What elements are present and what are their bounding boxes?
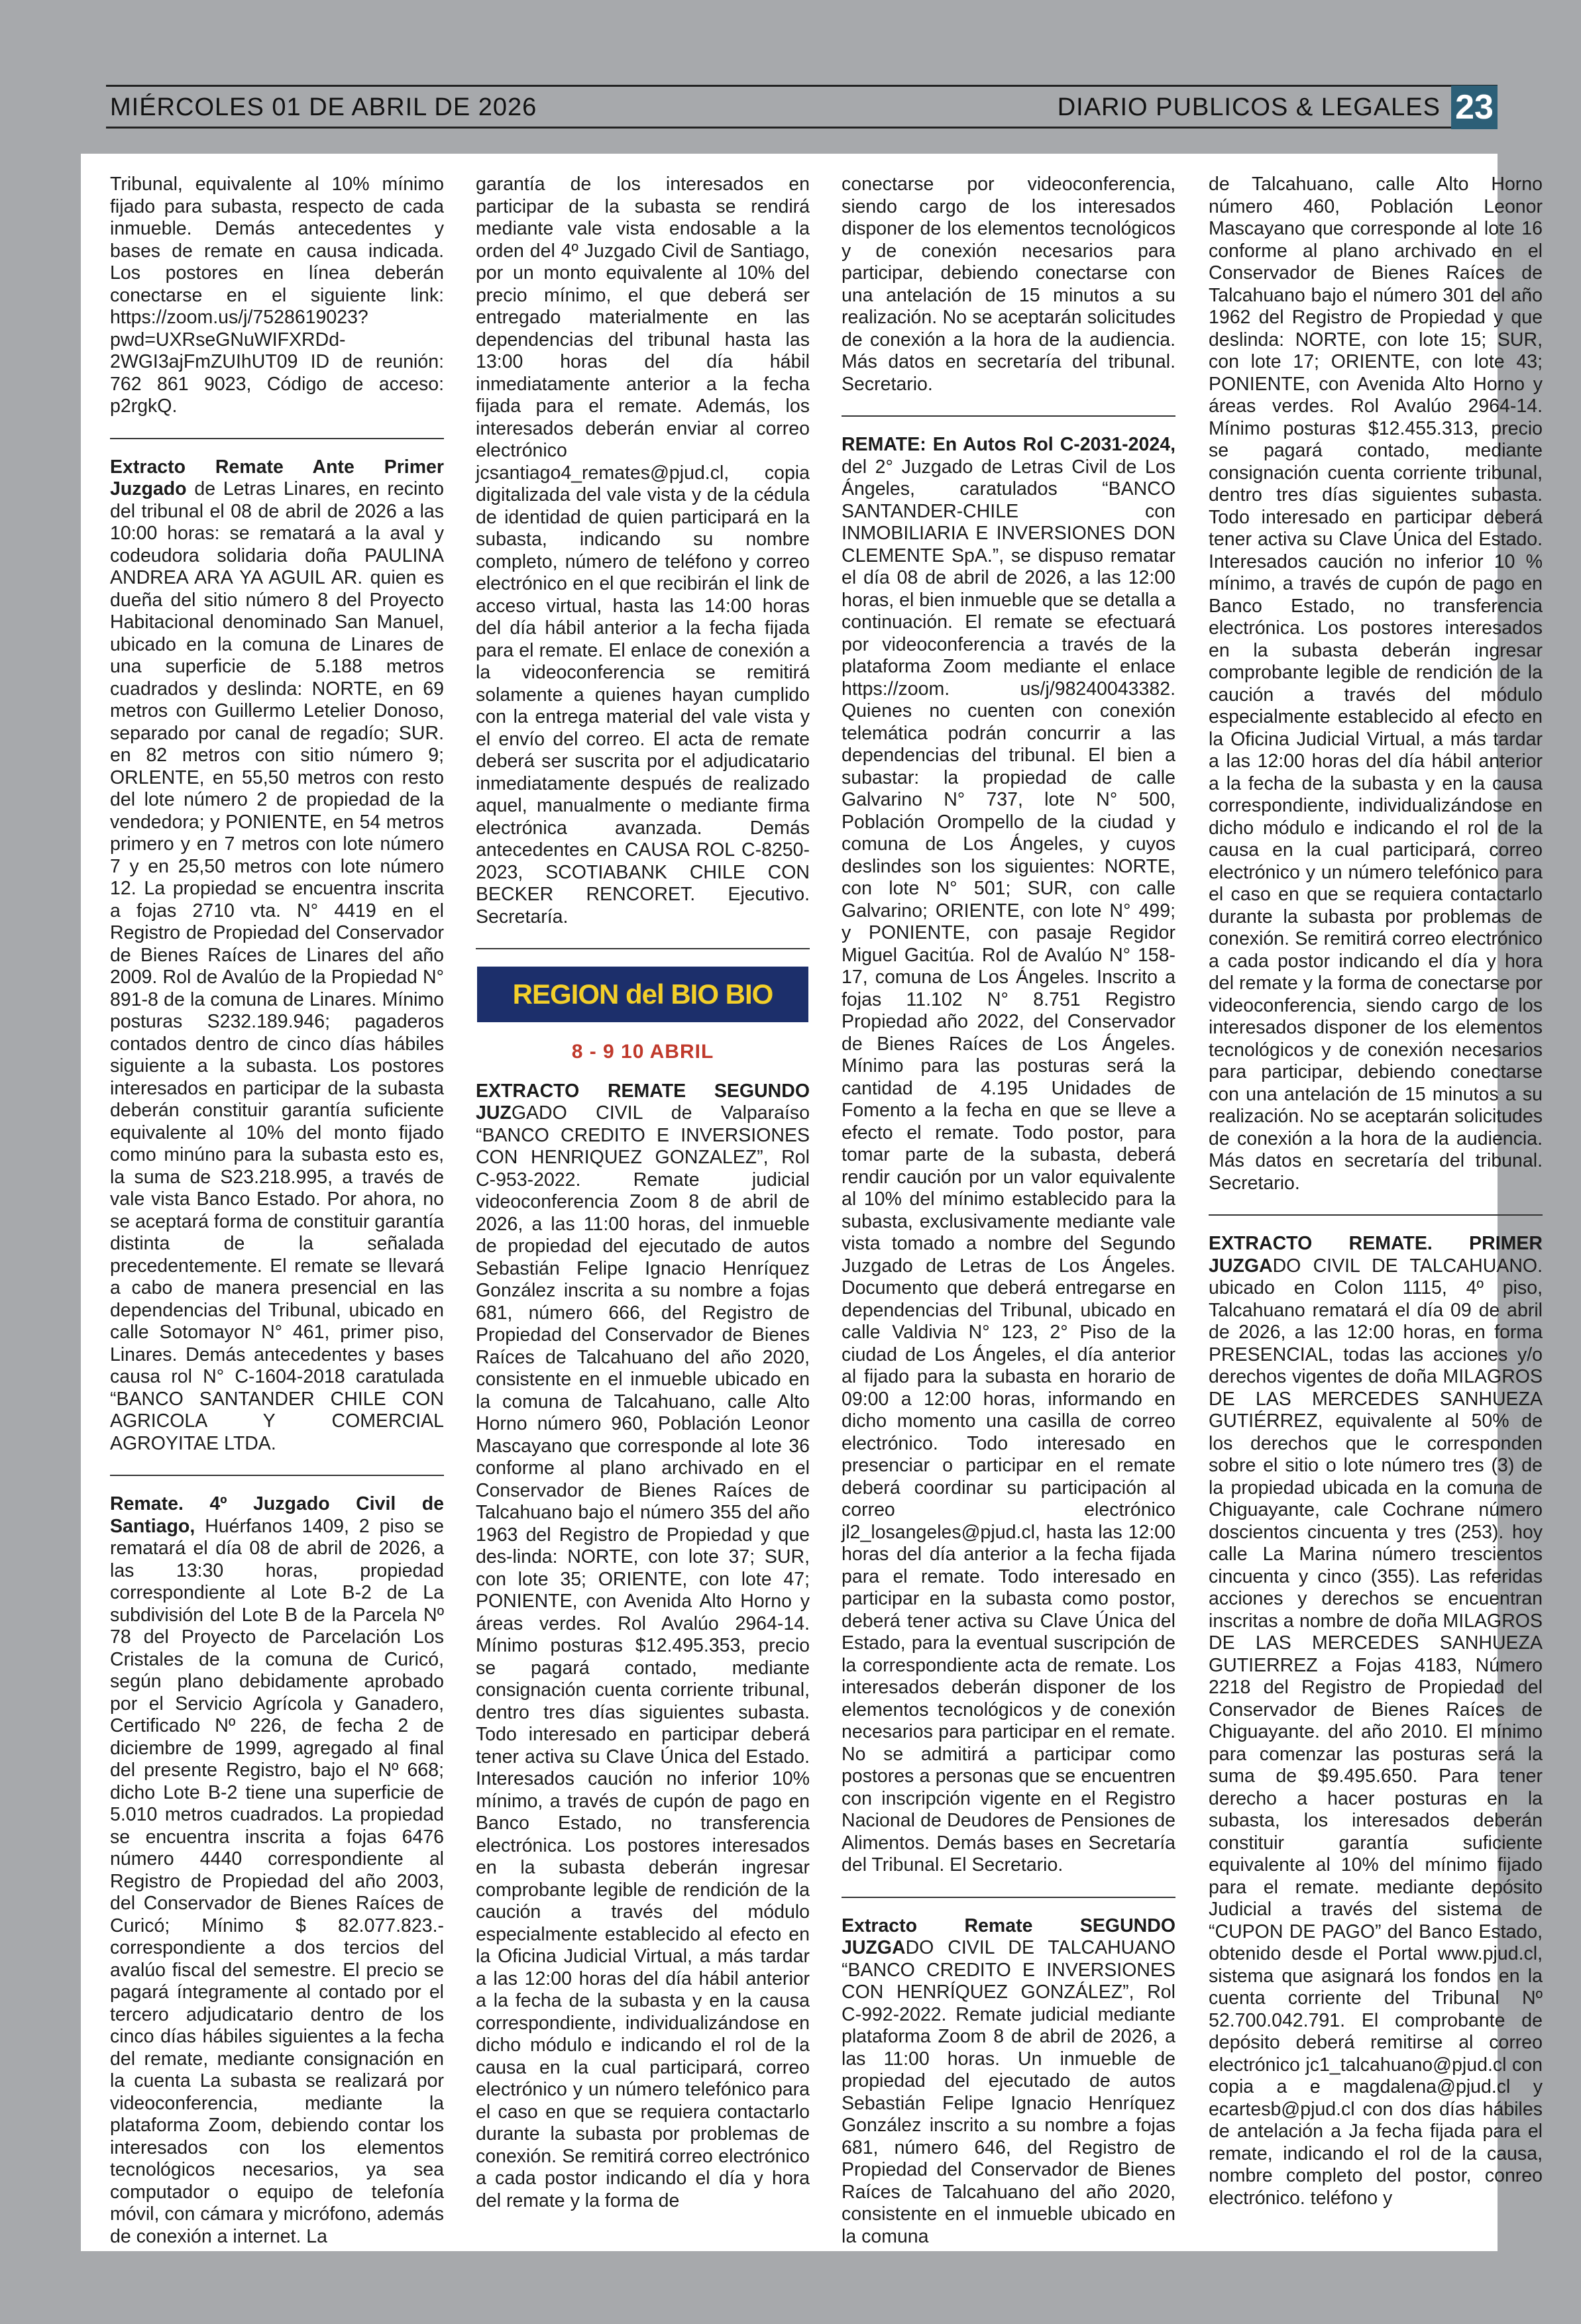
column-4 (1209, 174, 1543, 2234)
notice-heading: EXTRACTO REMATE. PRIMER JUZGA (1209, 1233, 1543, 1277)
notice-separator (110, 438, 444, 439)
column-3 (842, 174, 1175, 2247)
notice-heading: Remate. 4º Juzgado Civil de Santiago, (110, 1493, 444, 1537)
notice-heading: Extracto Remate SEGUNDO JUZGA (842, 1915, 1175, 1958)
notice-paragraph: Tribunal, equivalente al 10% mínimo fijado para subasta, respecto de cada inmueble. Demás antecedentes y bases de remate en causa indicada. Los postores en línea deberán conectarse en el siguiente link: https://zoom.us/j/7528619023?pwd=UXRseGNuWIFXRDd-2WGI3ajFmZUIhUT09 ID de reunión: 762 861 9023, Código de acceso: p2rgkQ. (110, 174, 444, 417)
page-number: 23 (1451, 85, 1498, 129)
notice-separator (842, 415, 1175, 417)
notice-body: DO CIVIL DE TALCAHUANO “BANCO CREDITO E INVERSIONES CON HENRÍQUEZ GONZÁLEZ”, Rol C-992-2022. Remate judicial mediante plataforma Zoom 8 de abril de 2026, a las 11:00 horas. Un inmueble de propiedad del ejecutado de autos Sebastián Felipe Ignacio Henríquez González inscrito a su nombre a fojas 681, número 646, del Registro de Propiedad del Conservador de Bienes Raíces de Talcahuano del año 2020, consistente en el inmueble ubicado en la comuna (842, 1937, 1175, 2247)
notice-body: del 2° Juzgado de Letras Civil de Los Ángeles, caratulados “BANCO SANTANDER-CHILE con INMOBILIARIA E INVERSIONES DON CLEMENTE SpA.”, se dispuso rematar el día 08 de abril de 2026, a las 12:00 horas, el bien inmueble que se detalla a continuación. El remate se efectuará por videoconferencia a través de la plataforma Zoom mediante el enlace https://zoom. us/j/98240043382. Quienes no cuenten con conexión telemática podrán concurrir a las dependencias del tribunal. El bien a subastar: la propiedad de calle Galvarino N° 737, lote N° 500, Población Orompello de la ciudad y comuna de Los Ángeles, y cuyos deslindes son los siguientes: NORTE, con lote N° 501; SUR, con calle Galvarino; ORIENTE, con lote N° 499; y PONIENTE, con pasaje Regidor Miguel Gacitúa. Rol de Avalúo N° 158-17, comuna de Los Ángeles. Inscrito a fojas 11.102 N° 8.751 Registro Propiedad año 2022, del Conservador de Bienes Raíces de Los Ángeles. Mínimo para las posturas será la cantidad de 4.195 Unidades de Fomento a la fecha en que se lleve a efecto el remate. Todo postor, para tomar parte de la subasta, deberá rendir caución por un valor equivalente al 10% del mínimo establecido para la subasta, exclusivamente mediante vale vista tomado a nombre del Segundo Juzgado de Letras de Los Ángeles. Documento que deberá entregarse en dependencias del Tribunal, ubicado en calle Valdivia N° 123, 2° Piso de la ciudad de Los Ángeles, el día anterior al fijado para la subasta en horario de 09:00 a 12:00 horas, informando en dicho momento una casilla de correo electrónico. Todo interesado en presenciar o participar en el remate deberá coordinar su participación al correo electrónico jl2_losangeles@pjud.cl, hasta las 12:00 horas del día anterior a la fecha fijada para el remate. Todo interesado en participar en la subasta como postor, deberá tener activa su Clave Única del Estado, para la eventual suscripción de la correspondiente acta de remate. Los interesados deberán disponer de los elementos tecnológicos y de conexión necesarios para participar en el remate. No se admitirá a participar como postores a personas que se encuentren con inscripción vigente en el Registro Nacional de Deudores de Pensiones de Alimentos. Demás bases en Secretaría del Tribunal. El Secretario. (842, 456, 1175, 1875)
notice-linares (110, 456, 444, 1455)
notice-body: GADO CIVIL de Valparaíso “BANCO CREDITO E INVERSIONES CON HENRIQUEZ GONZALEZ”, Rol C-953-2022. Remate judicial videoconferencia Zoom 8 de abril de 2026, a las 11:00 horas, del inmueble de propiedad del ejecutado de autos Sebastián Felipe Ignacio Henríquez González inscrita a su nombre a fojas 681, número 666, del Registro de Propiedad del Conservador de Bienes Raíces de Talcahuano del año 2020, consistente en el inmueble ubicado en la comuna de Talcahuano, calle Alto Horno número 960, Población Leonor Mascayano que corresponde al lote 36 conforme al plano archivado en el Conservador de Bienes Raíces de Talcahuano bajo el número 355 del año 1963 del Registro de Propiedad y que des-linda: NORTE, con lote 37; SUR, con lote 35; ORIENTE, con lote 47; PONIENTE, con Avenida Alto Horno y áreas verdes. Rol Avalúo 2964-14. Mínimo posturas $12.495.353, precio se pagará contado, mediante consignación cuenta corriente tribunal, dentro tres días siguientes subasta. Todo interesado en participar deberá tener activa su Clave Única del Estado. Interesados caución no inferior 10% mínimo, a través de cupón de pago en Banco Estado, no transferencia electrónica. Los postores interesados en la subasta deberán ingresar comprobante legible de rendición de la caución a través del módulo especialmente establecido al efecto en la Oficina Judicial Virtual, a más tardar a las 12:00 horas del día hábil anterior a la fecha de la subasta y en la causa correspondiente, individualizándose en dicho módulo e indicando el rol de la causa en la cual participará, correo electrónico y un número telefónico para el caso en que se requiera contactarlo durante la subasta por problemas de conexión. Se remitirá correo electrónico a cada postor indicando el día y hora del remate y la forma de (476, 1102, 810, 2211)
notice-talcahuano-1 (1209, 1233, 1543, 2209)
column-1 (110, 174, 444, 2247)
notice-body: Huérfanos 1409, 2 piso se rematará el día 08 de abril de 2026, a las 13:30 horas, propiedad correspondiente al Lote B-2 de La subdivisión del Lote B de la Parcela Nº 78 del Proyecto de Parcelación Los Cristales de la comuna de Curicó, según plano debidamente aprobado por el Servicio Agrícola y Ganadero, Certificado Nº 226, de fecha 2 de diciembre de 1999, agregado al final del presente Registro, bajo el Nº 668; dicho Lote B-2 tiene una superficie de 5.010 metros cuadrados. La propiedad se encuentra inscrita a fojas 6476 número 4440 correspondiente al Registro de Propiedad del año 2003, del Conservador de Bienes Raíces de Curicó; Mínimo $ 82.077.823.- correspondiente a dos tercios del avalúo fiscal del semestre. El precio se pagará íntegramente al contado por el tercero adjudicatario dentro de los cinco días hábiles siguientes a la fecha del remate, mediante consignación en la cuenta La subasta se realizará por videoconferencia, mediante la plataforma Zoom, debiendo contar los interesados con los elementos tecnológicos necesarios, ya sea computador o equipo de telefonía móvil, con cámara y micrófono, además de conexión a internet. La (110, 1515, 444, 2247)
notice-heading: EXTRACTO REMATE SEGUNDO JUZ (476, 1080, 810, 1124)
notice-heading: REMATE: En Autos Rol C-2031-2024, (842, 434, 1175, 455)
notice-body: DO CIVIL DE TALCAHUANO. ubicado en Colon 1115, 4º piso, Talcahuano rematará el día 09 de abril de 2026, a las 12:00 horas, en forma PRESENCIAL, todas las acciones y/o derechos vigentes de doña MILAGROS DE LAS MERCEDES SANHUEZA GUTIÉRREZ, equivalente al 50% de los derechos que le corresponden sobre el sitio o lote número tres (3) de la propiedad ubicada en la comuna de Chiguayante, cale Cochrane número doscientos cincuenta y tres (253). hoy calle La Marina número trescientos cincuenta y cinco (355). Las referidas acciones y derechos se encuentran inscritas a nombre de doña MILAGROS DE LAS MERCEDES SANHUEZA GUTIERREZ a Fojas 4183, Número 2218 del Registro de Propiedad del Conservador de Bienes Raíces de Chiguayante. del año 2010. El mínimo para comenzar las posturas será la suma de $9.495.650. Para tener derecho a hacer posturas en la subasta, los interesados deberán constituir garantía suficiente equivalente al 10% del mínimo fijado para el remate. mediante depósito Judicial a través del sistema de “CUPON DE PAGO” del Banco Estado, obtenido desde el Portal www.pjud.cl, sistema que asignará los fondos en la cuenta corriente del Tribunal Nº 52.700.042.791. El comprobante de depósito deberá remitirse al correo electrónico jc1_talcahuano@pjud.cl con copia a e magdalena@pjud.cl y ecartesb@pjud.cl con dos días hábiles de antelación a Ja fecha fijada para el remate, indicando el rol de la causa, nombre completo del postor, conreo electrónico. teléfono y (1209, 1255, 1543, 2209)
region-dates: 8 - 9 10 ABRIL (571, 1041, 714, 1063)
notice-santiago (110, 1493, 444, 2248)
notice-los-angeles (842, 434, 1175, 1877)
notice-paragraph: de Talcahuano, calle Alto Horno número 460, Población Leonor Mascayano que corresponde al lote 16 conforme al plano archivado en el Conservador de Bienes Raíces de Talcahuano bajo el número 301 del año 1962 del Registro de Propiedad y que deslinda: NORTE, con lote 15; SUR, con lote 17; ORIENTE, con lote 43; PONIENTE, con Avenida Alto Horno y áreas verdes. Rol Avalúo 2964-14. Mínimo posturas $12.455.313, precio se pagará contado, mediante consignación cuenta corriente tribunal, dentro tres días siguientes subasta. Todo interesado en participar deberá tener activa su Clave Única del Estado. Interesados caución no inferior 10 % mínimo, a través de cupón de pago en Banco Estado, no transferencia electrónica. Los postores interesados en la subasta deberán ingresar comprobante legible de rendición de la caución a través del módulo especialmente establecido al efecto en la Oficina Judicial Virtual, a más tardar a las 12:00 horas del día hábil anterior a la fecha de la subasta y en la causa correspondiente, individualizándose en dicho módulo e indicando el rol de la causa en la cual participará, correo electrónico y un número telefónico para el caso en que se requiera contactarlo durante la subasta por problemas de conexión. Se remitirá correo electrónico a cada postor indicando el día y hora del remate y la forma de conectarse por videoconferencia, siendo cargo de los interesados disponer de los elementos tecnológicos y de conexión necesarios para participar, debiendo conectarse con una antelación de 15 minutos a su realización. No se aceptarán solicitudes de conexión a la hora de la audiencia. Más datos en secretaría del tribunal. Secretario. (1209, 174, 1543, 1194)
region-banner: REGION del BIO BIO (477, 967, 808, 1022)
notice-paragraph: garantía de los interesados en participar de la subasta se rendirá mediante vale vista endosable a la orden del 4º Juzgado Civil de Santiago, por un monto equivalente al 10% del precio mínimo, el que deberá ser entregado materialmente en las dependencias del tribunal hasta las 13:00 horas del día hábil inmediatamente anterior a la fecha fijada para el remate. Además, los interesados deberán enviar al correo electrónico jcsantiago4_remates@pjud.cl, copia digitalizada del vale vista y de la cédula de identidad de quien participará en la subasta, indicando su nombre completo, número de teléfono y correo electrónico en el que recibirán el link de acceso virtual, hasta las 14:00 horas del día hábil anterior a la fecha fijada para el remate. El enlace de conexión a la videoconferencia se remitirá solamente a quienes hayan cumplido con la entrega material del vale vista y el envío del correo. El acta de remate deberá ser suscrita por el adjudicatario inmediatamente después de realizado aquel, manualmente o mediante firma electrónica avanzada. Demás antecedentes en CAUSA ROL C-8250-2023, SCOTIABANK CHILE CON BECKER RENCORET. Ejecutivo. Secretaría. (476, 174, 810, 927)
notice-paragraph: conectarse por videoconferencia, siendo cargo de los interesados disponer de los elementos tecnológicos y de conexión necesarios para participar, debiendo conectarse con una antelación de 15 minutos a su realización. No se aceptarán solicitudes de conexión a la hora de la audiencia. Más datos en secretaría del tribunal. Secretario. (842, 174, 1175, 395)
newspaper-name: DIARIO PUBLICOS & LEGALES (1057, 93, 1441, 121)
issue-date: MIÉRCOLES 01 DE ABRIL DE 2026 (110, 93, 537, 121)
notice-valparaiso (476, 1081, 810, 2213)
column-2 (476, 174, 810, 2234)
notice-separator (476, 948, 810, 949)
notice-talcahuano-2 (842, 1915, 1175, 2248)
notice-separator (1209, 1214, 1543, 1216)
page-header (106, 85, 1498, 129)
notice-body: de Letras Linares, en recinto del tribunal el 08 de abril de 2026 a las 10:00 horas: se rematará a la aval y codeudora solidaria doña PAULINA ANDREA ARA YA AGUIL AR. quien es dueña del sitio número 8 del Proyecto Habitacional denominado San Manuel, ubicado en la comuna de Linares de una superficie de 5.188 metros cuadrados y deslinda: NORTE, en 69 metros con Guillermo Letelier Donoso, separado por canal de regadío; SUR. en 82 metros con sitio número 9; ORLENTE, en 55,50 metros con resto del lote número 2 de propiedad de la vendedora; y PONIENTE, en 54 metros primero y en 7 metros con lote número 7 y en 25,50 metros con lote número 12. La propiedad se encuentra inscrita a fojas 2710 vta. N° 4419 en el Registro de Propiedad del Conservador de Bienes Raíces de Linares del año 2009. Rol de Avalúo de la Propiedad N° 891-8 de la comuna de Linares. Mínimo posturas S232.189.946; pagaderos contados dentro de cinco días hábiles siguiente a la subasta. Los postores interesados en participar de la subasta deberán constituir garantía suficiente equivalente al 10% del monto fijado como minúno para la subasta esto es, la suma de S23.218.995, a través de vale vista Banco Estado. Por ahora, no se aceptará forma de constituir garantía distinta de la señalada precedentemente. El remate se llevará a cabo de manera presencial en las dependencias del Tribunal, ubicado en calle Sotomayor N° 461, primer piso, Linares. Demás antecedentes y bases causa rol N° C-1604-2018 caratulada “BANCO SANTANDER CHILE CON AGRICOLA Y COMERCIAL AGROYITAE LTDA. (110, 478, 444, 1454)
notice-separator (110, 1475, 444, 1476)
notice-heading: Extracto Remate Ante Primer Juzgado (110, 456, 444, 500)
page-content (81, 154, 1543, 2251)
notice-separator (842, 1897, 1175, 1898)
